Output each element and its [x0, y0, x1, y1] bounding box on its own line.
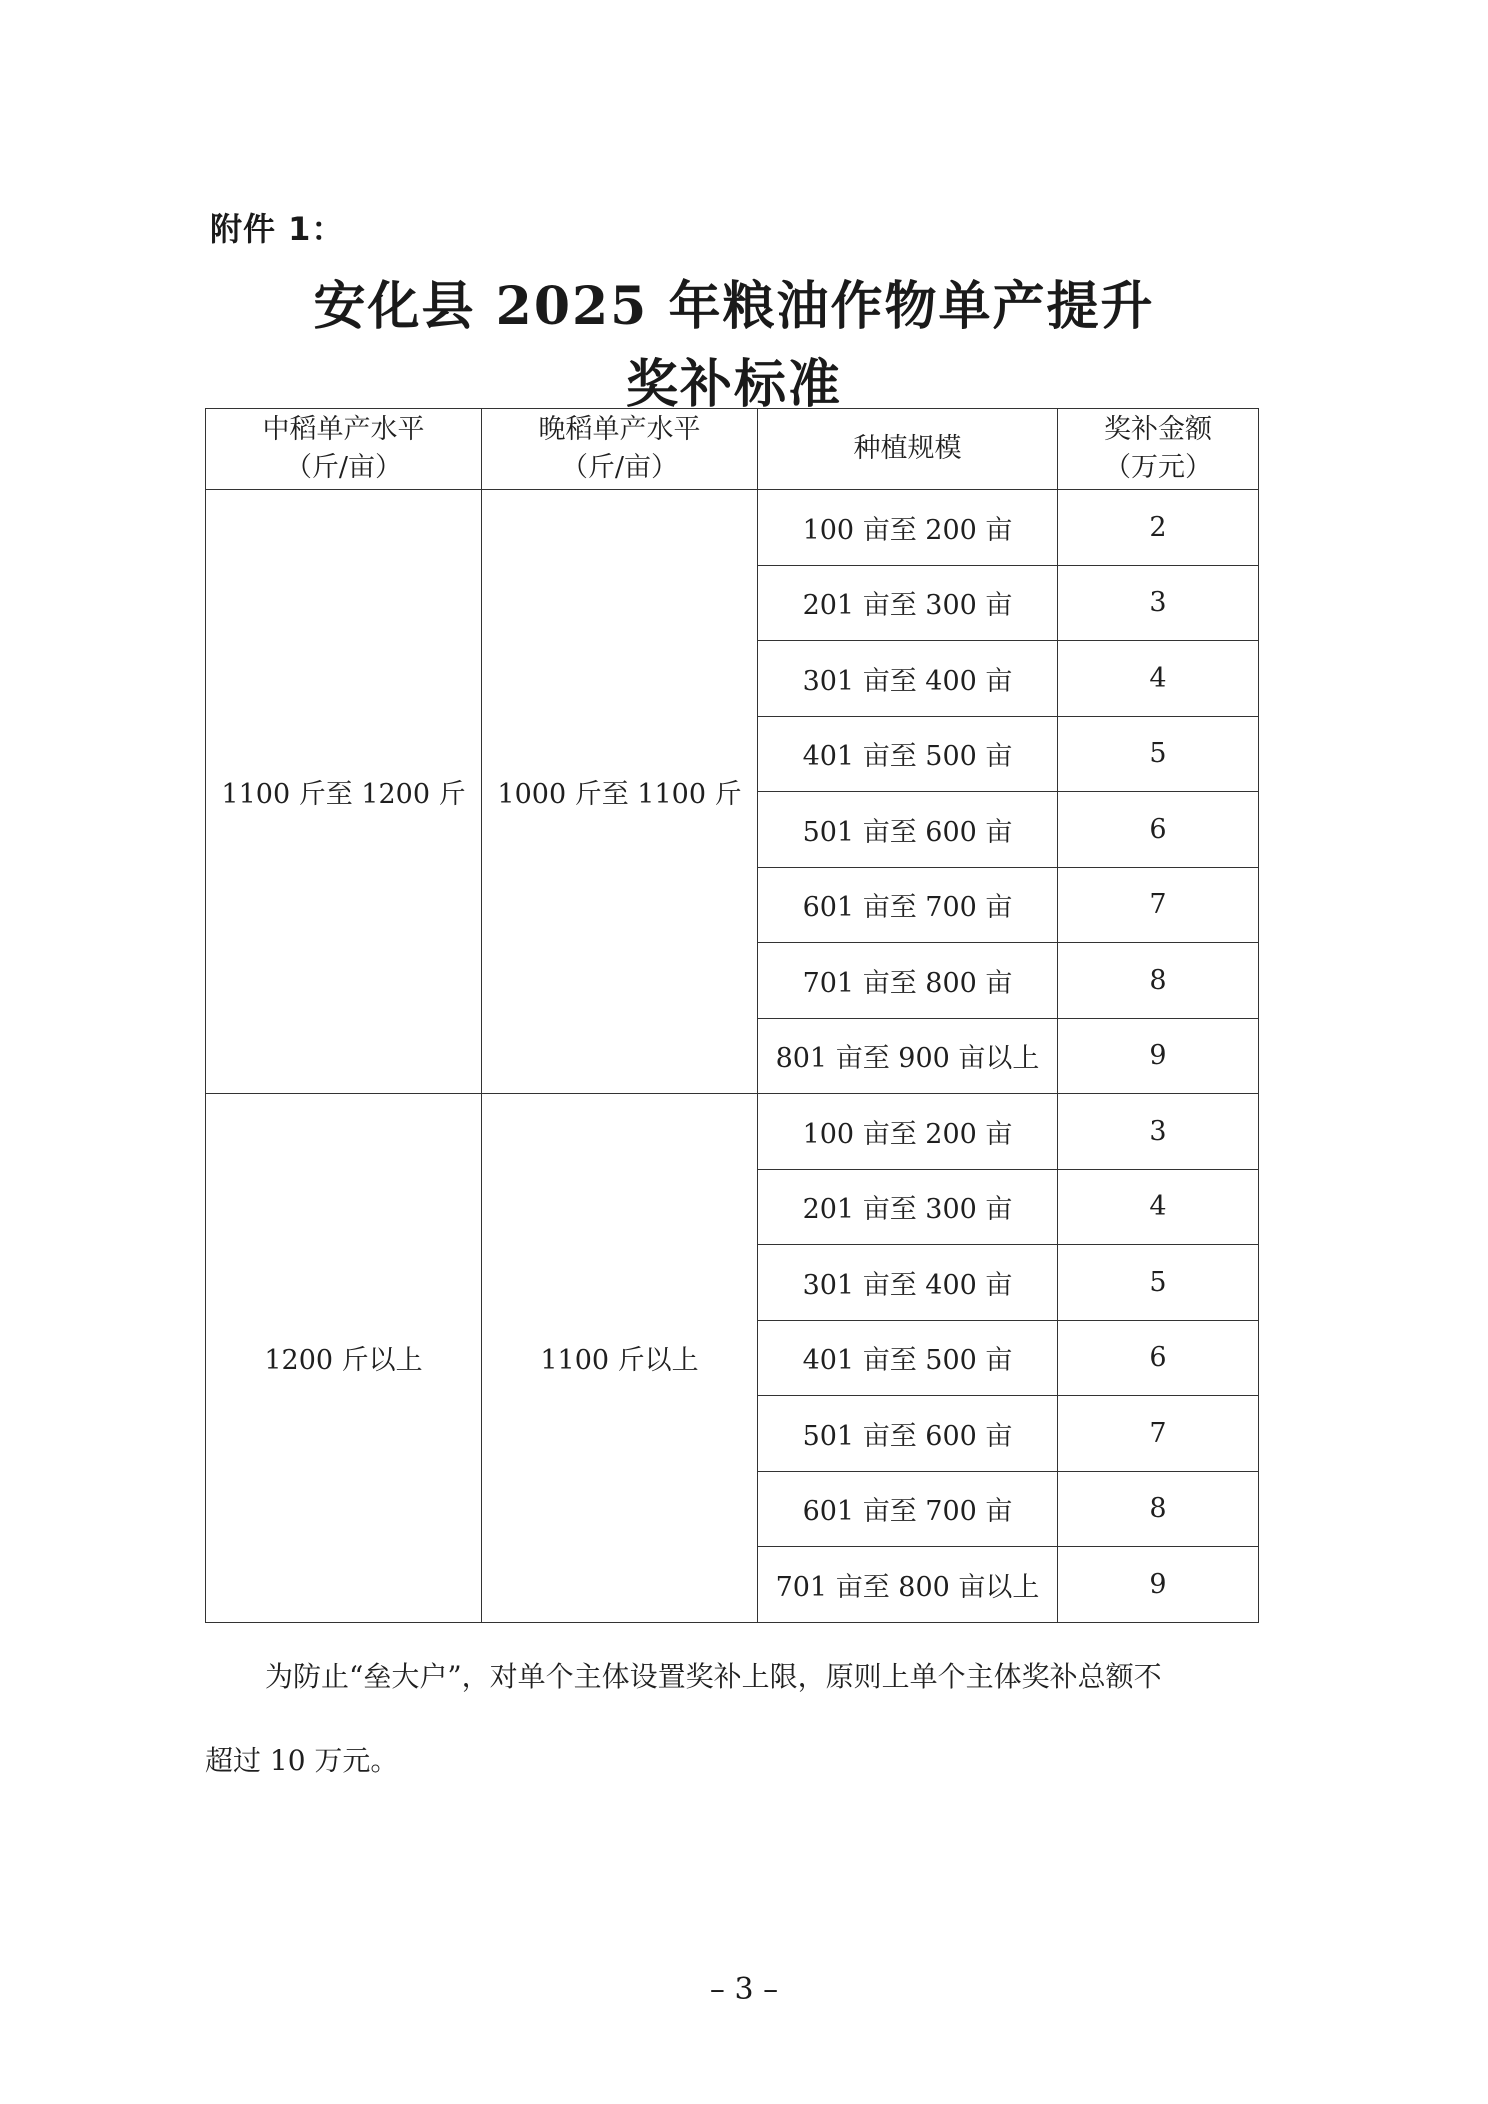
page-number: – 3 –	[709, 1972, 779, 2007]
note-text: 为防止“垒大户”，对单个主体设置奖补上限，原则上单个主体奖补总额不	[265, 1660, 1162, 1693]
planting-scale-cell: 501 亩至 600 亩	[758, 792, 1058, 868]
group2-mid-rice-yield: 1200 斤以上	[206, 1094, 482, 1623]
table-body	[206, 490, 1259, 1623]
planting-scale-cell: 100 亩至 200 亩	[758, 490, 1058, 566]
planting-scale-cell: 301 亩至 400 亩	[758, 1245, 1058, 1321]
subsidy-amount-cell: 4	[1058, 641, 1259, 717]
subsidy-amount-cell: 6	[1058, 792, 1259, 868]
document-title-line2: 奖补标准	[625, 354, 842, 415]
header-unit: （斤/亩）	[284, 452, 403, 483]
header-line: 中稻单产水平	[262, 414, 425, 445]
planting-scale-cell: 401 亩至 500 亩	[758, 1320, 1058, 1396]
subsidy-amount-cell: 9	[1058, 1018, 1259, 1094]
subsidy-amount-cell: 4	[1058, 1169, 1259, 1245]
attachment-label: 附件 1：	[210, 210, 345, 248]
subsidy-amount-cell: 5	[1058, 716, 1259, 792]
subsidy-amount-cell: 3	[1058, 1094, 1259, 1170]
planting-scale-cell: 301 亩至 400 亩	[758, 641, 1058, 717]
note-paragraph-line1	[205, 1635, 1260, 1719]
table-row	[206, 490, 1259, 566]
table-row	[206, 1094, 1259, 1170]
document-title-line1: 安化县 2025 年粮油作物单产提升	[313, 276, 1155, 337]
table-header-row	[206, 409, 1259, 490]
subsidy-standard-table	[205, 408, 1259, 1623]
subsidy-amount-cell: 8	[1058, 1471, 1259, 1547]
header-unit: （斤/亩）	[560, 452, 679, 483]
group1-mid-rice-yield: 1100 斤至 1200 斤	[206, 490, 482, 1094]
planting-scale-cell: 801 亩至 900 亩以上	[758, 1018, 1058, 1094]
header-line: 晚稻单产水平	[538, 414, 701, 445]
header-subsidy-amount	[1058, 409, 1259, 490]
header-late-rice-yield	[482, 409, 758, 490]
header-unit: （万元）	[1104, 452, 1212, 483]
planting-scale-cell: 601 亩至 700 亩	[758, 1471, 1058, 1547]
group2-late-rice-yield: 1100 斤以上	[482, 1094, 758, 1623]
planting-scale-cell: 201 亩至 300 亩	[758, 565, 1058, 641]
header-line: 奖补金额	[1104, 414, 1212, 445]
table-header	[206, 409, 1259, 490]
header-mid-rice-yield	[206, 409, 482, 490]
header-planting-scale	[758, 409, 1058, 490]
subsidy-amount-cell: 7	[1058, 867, 1259, 943]
subsidy-amount-cell: 2	[1058, 490, 1259, 566]
subsidy-amount-cell: 8	[1058, 943, 1259, 1019]
planting-scale-cell: 501 亩至 600 亩	[758, 1396, 1058, 1472]
planting-scale-cell: 201 亩至 300 亩	[758, 1169, 1058, 1245]
subsidy-amount-cell: 3	[1058, 565, 1259, 641]
planting-scale-cell: 601 亩至 700 亩	[758, 867, 1058, 943]
subsidy-amount-cell: 7	[1058, 1396, 1259, 1472]
header-line: 种植规模	[853, 433, 962, 464]
planting-scale-cell: 100 亩至 200 亩	[758, 1094, 1058, 1170]
planting-scale-cell: 701 亩至 800 亩	[758, 943, 1058, 1019]
subsidy-amount-cell: 5	[1058, 1245, 1259, 1321]
planting-scale-cell: 701 亩至 800 亩以上	[758, 1547, 1058, 1623]
note-paragraph-line2: 超过 10 万元。	[205, 1744, 399, 1777]
group1-late-rice-yield: 1000 斤至 1100 斤	[482, 490, 758, 1094]
subsidy-amount-cell: 6	[1058, 1320, 1259, 1396]
planting-scale-cell: 401 亩至 500 亩	[758, 716, 1058, 792]
subsidy-amount-cell: 9	[1058, 1547, 1259, 1623]
